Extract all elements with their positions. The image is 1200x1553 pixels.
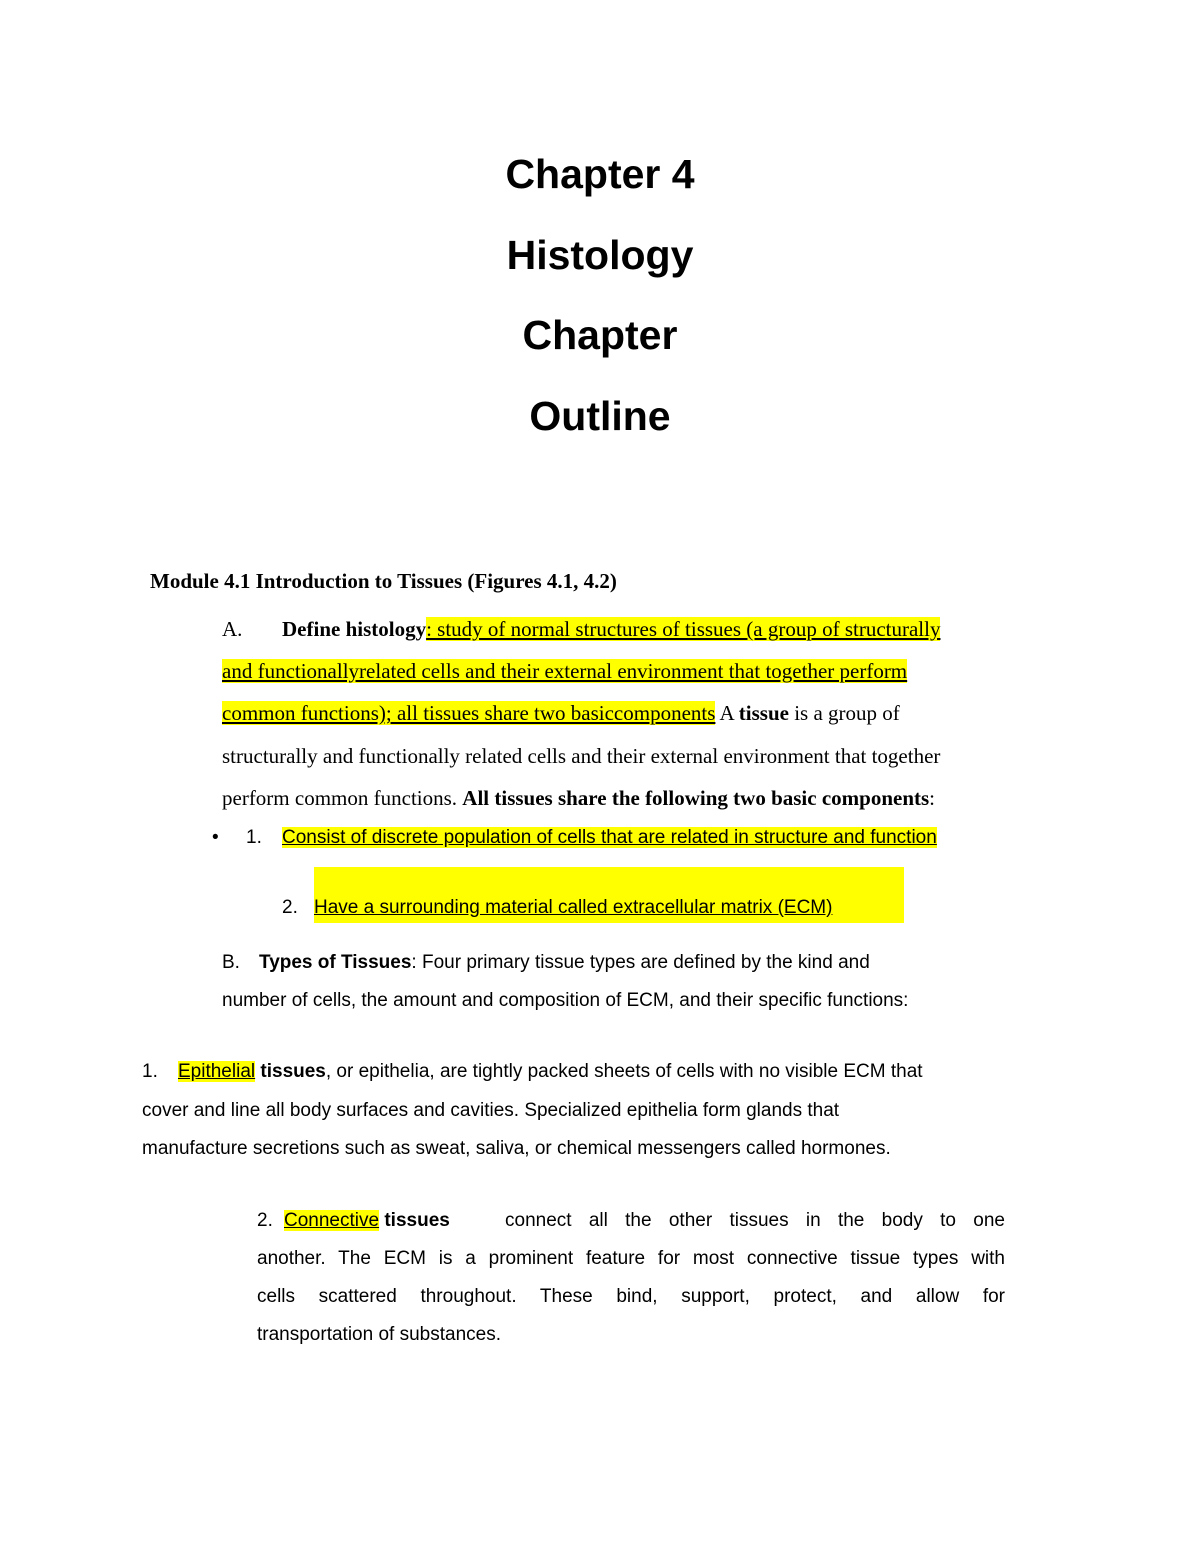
connective-highlight: Connective xyxy=(284,1210,380,1231)
tissue-2-term: tissues xyxy=(384,1210,450,1231)
tissue-1-line-1-text: , or epithelia, are tightly packed sheets of cells with no visible ECM that xyxy=(325,1061,923,1082)
component-bullet: • xyxy=(212,827,219,848)
component-1-text xyxy=(282,827,937,849)
component-1-number: 1. xyxy=(246,827,262,848)
title-line-2: Histology xyxy=(506,232,694,278)
tissue-sentence-start: A xyxy=(715,701,739,725)
components-heading: All tissues share the following two basic components xyxy=(462,786,930,810)
tissue-2-line-4: transportation of substances. xyxy=(257,1324,501,1345)
title-line-4: Outline xyxy=(529,393,671,439)
section-a-line-4: structurally and functionally related cells and their external environment that together xyxy=(222,744,941,768)
title-line-3: Chapter xyxy=(522,312,678,358)
histology-definition-part-3: common functions); all tissues share two basiccomponents xyxy=(222,701,716,725)
section-b-line-2: number of cells, the amount and composition of ECM, and their specific functions: xyxy=(222,990,909,1011)
tissue-sentence-rest: is a group of xyxy=(788,701,900,725)
component-1-highlight: Consist of discrete population of cells that are related in structure and function xyxy=(282,827,937,848)
define-histology-label: Define histology xyxy=(282,617,427,641)
tissue-1-line-1 xyxy=(178,1061,923,1083)
tissue-1-term: tissues xyxy=(260,1061,326,1082)
section-a-line-5 xyxy=(222,786,935,811)
component-2-text: Have a surrounding material called extracellular matrix (ECM) xyxy=(314,897,833,918)
section-a-line-1 xyxy=(282,617,940,642)
section-a-line-2 xyxy=(222,659,907,684)
section-a-line-3 xyxy=(222,701,900,726)
section-b-marker: B. xyxy=(222,952,240,973)
epithelial-highlight: Epithelial xyxy=(178,1061,256,1082)
component-2-number: 2. xyxy=(282,897,298,918)
tissue-2-number: 2. xyxy=(257,1210,273,1231)
section-a-line-5-colon: : xyxy=(929,786,936,810)
types-of-tissues-label: Types of Tissues xyxy=(259,952,412,973)
tissue-1-line-2: cover and line all body surfaces and cavities. Specialized epithelia form glands that xyxy=(142,1100,840,1121)
tissue-2-line-2: another. The ECM is a prominent feature for most connective tissue types with xyxy=(257,1248,1005,1269)
tissue-2-line-3: cells scattered throughout. These bind, support, protect, and allow for xyxy=(257,1286,1005,1307)
tissue-term: tissue xyxy=(738,701,789,725)
module-heading: Module 4.1 Introduction to Tissues (Figures 4.1, 4.2) xyxy=(150,569,617,593)
tissue-2-line-1: connect all the other tissues in the body to one xyxy=(505,1210,1005,1231)
histology-definition-part-2: and functionallyrelated cells and their external environment that together perform xyxy=(222,659,908,683)
section-b-line-1-text: : Four primary tissue types are defined by the kind and xyxy=(411,952,870,973)
tissue-1-line-3: manufacture secretions such as sweat, saliva, or chemical messengers called hormones. xyxy=(142,1138,891,1159)
section-a-marker: A. xyxy=(222,617,243,641)
section-a-line-5-start: perform common functions. xyxy=(222,786,463,810)
tissue-2-term-group xyxy=(284,1210,450,1232)
title-line-1: Chapter 4 xyxy=(505,151,695,197)
section-b-line-1 xyxy=(259,952,870,974)
tissue-1-number: 1. xyxy=(142,1061,158,1082)
histology-definition-part-1: : study of normal structures of tissues (a group of structurally xyxy=(426,617,941,641)
